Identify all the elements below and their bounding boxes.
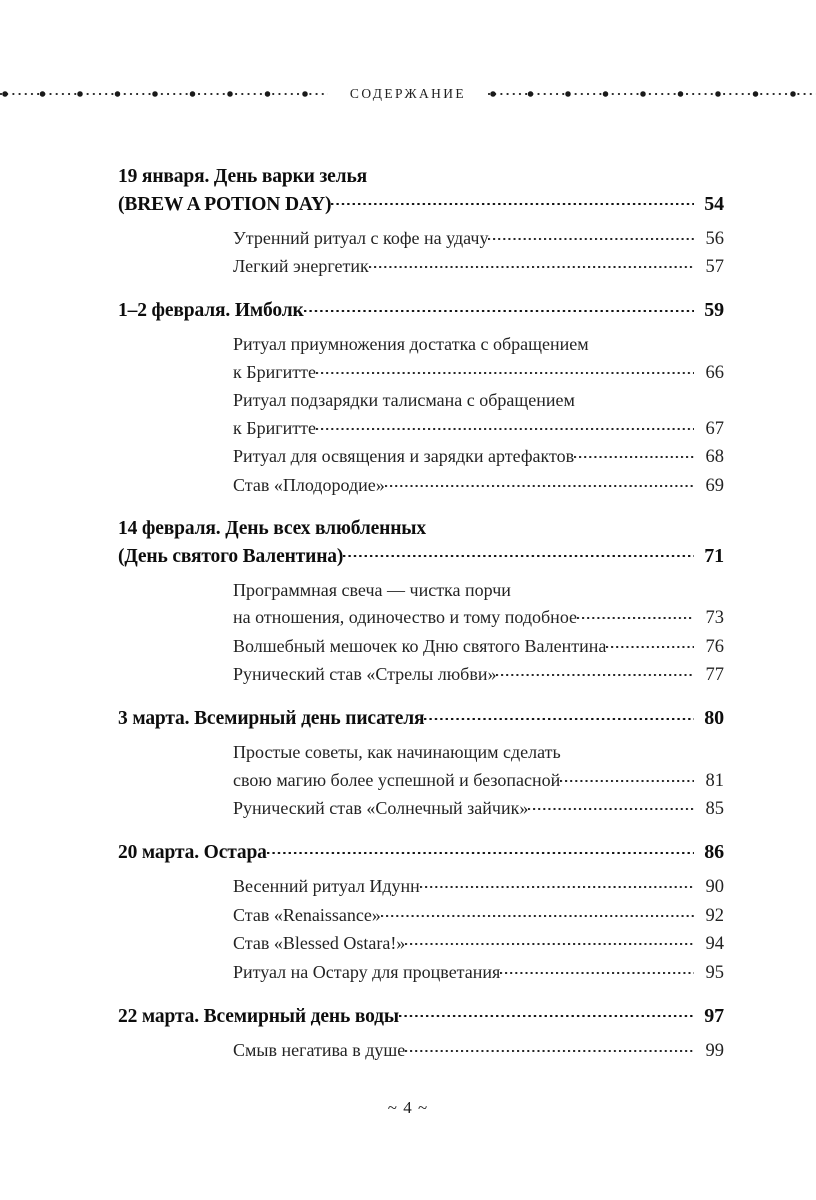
toc-entry-label: Ритуал для освящения и зарядки артефактов bbox=[233, 446, 575, 466]
toc-entry[interactable] bbox=[233, 472, 724, 501]
page-folio: ~ 4 ~ bbox=[387, 1098, 429, 1117]
toc-entry-label: Став «Плодородие» bbox=[233, 474, 385, 495]
toc-entry-label: Весенний ритуал Идунн bbox=[233, 876, 420, 896]
toc-heading-line[interactable] bbox=[118, 190, 724, 218]
leader-dots bbox=[381, 903, 694, 921]
toc-page-number: 76 bbox=[705, 636, 724, 657]
toc-section bbox=[118, 515, 724, 690]
leader-dots bbox=[343, 542, 694, 562]
toc-heading-label: 3 марта. Всемирный день писателя bbox=[118, 708, 425, 729]
leader-dots bbox=[316, 360, 694, 378]
toc-page-number: 85 bbox=[705, 799, 724, 819]
toc-page-number: 99 bbox=[705, 1040, 724, 1061]
leader-dots bbox=[500, 960, 694, 978]
leader-dots bbox=[304, 297, 694, 317]
toc-heading-label: (День святого Валентина) bbox=[118, 545, 344, 567]
toc-page-number: 67 bbox=[705, 418, 724, 439]
toc-section-heading[interactable] bbox=[118, 515, 724, 570]
toc-section bbox=[118, 163, 724, 282]
toc-page-number: 57 bbox=[705, 257, 724, 277]
toc-entry-line[interactable] bbox=[233, 415, 724, 444]
toc-entry-list bbox=[233, 739, 724, 824]
toc-entry-list bbox=[233, 873, 724, 987]
toc-entry-line[interactable] bbox=[233, 873, 724, 902]
toc-entry-line: Программная свеча — чистка порчи bbox=[233, 579, 511, 600]
dotted-rule-large-dots bbox=[2, 91, 328, 97]
leader-dots bbox=[574, 444, 694, 462]
toc-heading-line[interactable] bbox=[118, 839, 724, 867]
leader-dots bbox=[496, 662, 694, 680]
toc-entry-label: Утренний ритуал с кофе на удачу bbox=[233, 227, 489, 248]
dotted-rule-large-dots bbox=[490, 91, 816, 97]
toc-entry-line[interactable] bbox=[233, 902, 724, 931]
toc-page-number: 97 bbox=[704, 1004, 724, 1027]
toc-entry[interactable] bbox=[233, 873, 724, 902]
toc-section bbox=[118, 705, 724, 824]
toc-entry[interactable] bbox=[233, 661, 724, 690]
toc-entry[interactable] bbox=[233, 930, 724, 959]
toc-entry-label: Легкий энергетик bbox=[233, 256, 369, 276]
toc-entry[interactable] bbox=[233, 331, 724, 387]
toc-entry-line[interactable] bbox=[233, 604, 724, 633]
toc-entry-line[interactable] bbox=[233, 661, 724, 690]
toc-entry-label: к Бригитте bbox=[233, 417, 316, 438]
toc-section bbox=[118, 839, 724, 988]
leader-dots bbox=[267, 839, 694, 859]
toc-entry[interactable] bbox=[233, 633, 724, 662]
toc-entry[interactable] bbox=[233, 739, 724, 795]
toc-section-heading[interactable] bbox=[118, 839, 724, 867]
toc-heading-line[interactable] bbox=[118, 297, 724, 325]
toc-page-number: 92 bbox=[705, 905, 724, 926]
toc-heading-line: 19 января. День варки зелья bbox=[118, 166, 368, 187]
table-of-contents bbox=[118, 163, 724, 1065]
toc-entry[interactable] bbox=[233, 225, 724, 254]
toc-page-number: 90 bbox=[705, 877, 724, 897]
leader-dots bbox=[385, 473, 694, 491]
toc-page-number: 56 bbox=[705, 228, 724, 249]
toc-entry[interactable] bbox=[233, 1037, 724, 1066]
leader-dots bbox=[420, 874, 694, 892]
running-head bbox=[0, 82, 816, 106]
toc-entry-label: Став «Renaissance» bbox=[233, 904, 381, 925]
toc-heading-line[interactable] bbox=[118, 1002, 724, 1030]
toc-section bbox=[118, 297, 724, 501]
leader-dots bbox=[399, 1002, 694, 1022]
toc-page-number: 95 bbox=[705, 962, 724, 983]
toc-entry-line[interactable] bbox=[233, 472, 724, 501]
leader-dots bbox=[405, 1038, 694, 1056]
toc-entry-line[interactable] bbox=[233, 795, 724, 824]
toc-entry-label: Смыв негатива в душе bbox=[233, 1039, 406, 1060]
toc-entry-label: Став «Blessed Ostara!» bbox=[233, 933, 406, 953]
toc-entry-line[interactable] bbox=[233, 633, 724, 662]
toc-page-number: 80 bbox=[704, 707, 724, 729]
toc-entry-label: Рунический став «Солнечный зайчик» bbox=[233, 798, 529, 818]
toc-section-heading[interactable] bbox=[118, 705, 724, 733]
toc-page-number: 68 bbox=[705, 447, 724, 467]
toc-page-number: 77 bbox=[705, 665, 724, 685]
toc-entry-line[interactable] bbox=[233, 930, 724, 959]
toc-section-heading[interactable] bbox=[118, 297, 724, 325]
toc-section-heading[interactable] bbox=[118, 1002, 724, 1030]
toc-page-number: 73 bbox=[705, 608, 724, 628]
toc-heading-label: 22 марта. Всемирный день воды bbox=[118, 1005, 399, 1027]
toc-entry-list bbox=[233, 331, 724, 500]
toc-heading-line[interactable] bbox=[118, 542, 724, 570]
toc-entry-list bbox=[233, 225, 724, 282]
toc-page-number: 71 bbox=[704, 544, 724, 567]
toc-page-number: 66 bbox=[705, 362, 724, 383]
toc-heading-line[interactable] bbox=[118, 705, 724, 733]
toc-page-number: 54 bbox=[704, 192, 724, 215]
toc-entry-line[interactable] bbox=[233, 443, 724, 472]
leader-dots bbox=[369, 254, 694, 272]
leader-dots bbox=[424, 705, 694, 725]
toc-entry-list bbox=[233, 577, 724, 690]
toc-entry-line[interactable] bbox=[233, 1037, 724, 1066]
toc-entry[interactable] bbox=[233, 443, 724, 472]
toc-section-heading[interactable] bbox=[118, 163, 724, 218]
toc-entry-line[interactable] bbox=[233, 253, 724, 282]
leader-dots bbox=[488, 226, 694, 244]
running-head-rule-left bbox=[0, 88, 328, 100]
toc-entry[interactable] bbox=[233, 387, 724, 443]
leader-dots bbox=[577, 605, 694, 623]
toc-entry-label: Ритуал на Остару для процветания bbox=[233, 961, 501, 982]
toc-entry-line[interactable] bbox=[233, 959, 724, 988]
toc-heading-line: 14 февраля. День всех влюбленных bbox=[118, 518, 426, 539]
toc-entry-line[interactable] bbox=[233, 359, 724, 388]
toc-entry-line: Ритуал подзарядки талисмана с обращением bbox=[233, 390, 575, 410]
toc-entry[interactable] bbox=[233, 253, 724, 282]
toc-entry-list bbox=[233, 1037, 724, 1066]
toc-entry[interactable] bbox=[233, 959, 724, 988]
toc-entry[interactable] bbox=[233, 795, 724, 824]
toc-entry-label: Волшебный мешочек ко Дню святого Валентина bbox=[233, 635, 607, 656]
toc-entry-label: к Бригитте bbox=[233, 361, 316, 382]
toc-entry-line[interactable] bbox=[233, 767, 724, 796]
toc-entry-line[interactable] bbox=[233, 225, 724, 254]
toc-page-number: 81 bbox=[705, 770, 724, 791]
leader-dots bbox=[528, 796, 694, 814]
toc-entry-line: Простые советы, как начинающим сделать bbox=[233, 742, 561, 762]
toc-page-number: 69 bbox=[705, 475, 724, 496]
running-head-title: СОДЕРЖАНИЕ bbox=[349, 86, 467, 101]
leader-dots bbox=[331, 190, 694, 210]
toc-entry-label: свою магию более успешной и безопасной bbox=[233, 769, 561, 790]
toc-heading-label: 20 марта. Остара bbox=[118, 842, 267, 863]
leader-dots bbox=[606, 634, 694, 652]
leader-dots bbox=[316, 416, 694, 434]
toc-heading-label: 1–2 февраля. Имболк bbox=[118, 300, 304, 321]
toc-page-number: 86 bbox=[704, 841, 724, 863]
toc-page-number: 94 bbox=[705, 934, 724, 954]
toc-page-number: 59 bbox=[704, 299, 724, 321]
toc-entry-line: Ритуал приумножения достатка с обращением bbox=[233, 334, 589, 354]
toc-entry[interactable] bbox=[233, 902, 724, 931]
toc-heading-label: (BREW A POTION DAY) bbox=[118, 193, 332, 215]
leader-dots bbox=[405, 931, 694, 949]
leader-dots bbox=[560, 768, 694, 786]
toc-section bbox=[118, 1002, 724, 1065]
toc-entry-label: Рунический став «Стрелы любви» bbox=[233, 664, 497, 684]
toc-entry-label: на отношения, одиночество и тому подобное bbox=[233, 607, 578, 627]
running-head-rule-right bbox=[488, 88, 816, 100]
toc-entry[interactable] bbox=[233, 577, 724, 633]
